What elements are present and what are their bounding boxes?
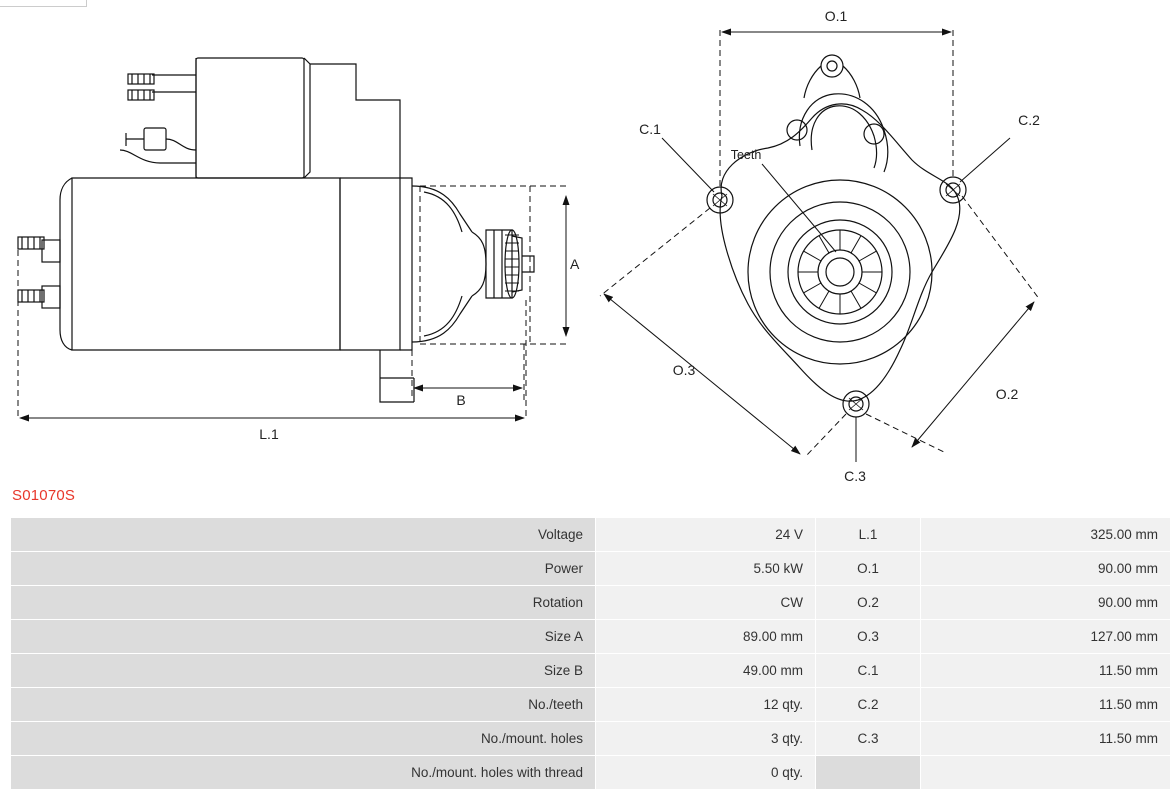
- dim-label-c1: C.1: [639, 121, 661, 137]
- spec-label: Size A: [11, 620, 596, 654]
- spec-label: Voltage: [11, 518, 596, 552]
- starter-side-view: [18, 58, 534, 402]
- spec-value: 12 qty.: [596, 688, 816, 722]
- spec-value: 0 qty.: [596, 756, 816, 790]
- spec-key2: C.2: [816, 688, 921, 722]
- spec-key2-empty: [816, 756, 921, 790]
- dim-label-teeth: Teeth: [730, 148, 762, 162]
- spec-value2: 11.50 mm: [921, 688, 1171, 722]
- dim-label-b: B: [456, 392, 466, 408]
- side-view-dimensions: [18, 186, 566, 420]
- specs-table-body: [11, 518, 1171, 790]
- starter-front-view: [707, 55, 966, 417]
- spec-value2: 11.50 mm: [921, 722, 1171, 756]
- spec-label: Power: [11, 552, 596, 586]
- dim-label-l1: L.1: [259, 426, 279, 442]
- spec-key2: O.1: [816, 552, 921, 586]
- spec-value: 3 qty.: [596, 722, 816, 756]
- dim-label-c3: C.3: [844, 468, 866, 484]
- spec-key2: L.1: [816, 518, 921, 552]
- spec-value2: 127.00 mm: [921, 620, 1171, 654]
- table-row: [11, 518, 1171, 552]
- spec-value2-empty: [921, 756, 1171, 790]
- spec-label: No./teeth: [11, 688, 596, 722]
- spec-key2: O.2: [816, 586, 921, 620]
- table-row: [11, 756, 1171, 790]
- dim-label-o3: O.3: [672, 362, 696, 378]
- table-row: [11, 620, 1171, 654]
- spec-value2: 90.00 mm: [921, 586, 1171, 620]
- spec-key2: O.3: [816, 620, 921, 654]
- table-row: [11, 552, 1171, 586]
- spec-value: 49.00 mm: [596, 654, 816, 688]
- dim-label-a: A: [570, 256, 580, 272]
- spec-value: 5.50 kW: [596, 552, 816, 586]
- table-row: [11, 722, 1171, 756]
- spec-key2: C.1: [816, 654, 921, 688]
- spec-value2: 11.50 mm: [921, 654, 1171, 688]
- front-view-dimensions: [600, 30, 1040, 462]
- spec-value: 89.00 mm: [596, 620, 816, 654]
- spec-value2: 90.00 mm: [921, 552, 1171, 586]
- spec-label: Size B: [11, 654, 596, 688]
- spec-value: 24 V: [596, 518, 816, 552]
- table-row: [11, 586, 1171, 620]
- table-row: [11, 688, 1171, 722]
- spec-label: No./mount. holes with thread: [11, 756, 596, 790]
- spec-label: No./mount. holes: [11, 722, 596, 756]
- table-row: [11, 654, 1171, 688]
- spec-key2: C.3: [816, 722, 921, 756]
- part-code: S01070S: [12, 487, 76, 504]
- dim-label-c2: C.2: [1018, 112, 1040, 128]
- spec-label: Rotation: [11, 586, 596, 620]
- side-view-dimension-labels: [259, 256, 580, 442]
- spec-value2: 325.00 mm: [921, 518, 1171, 552]
- dim-label-o2: O.2: [995, 386, 1019, 402]
- dim-label-o1: O.1: [824, 8, 848, 24]
- specifications-table: [10, 517, 1158, 790]
- spec-value: CW: [596, 586, 816, 620]
